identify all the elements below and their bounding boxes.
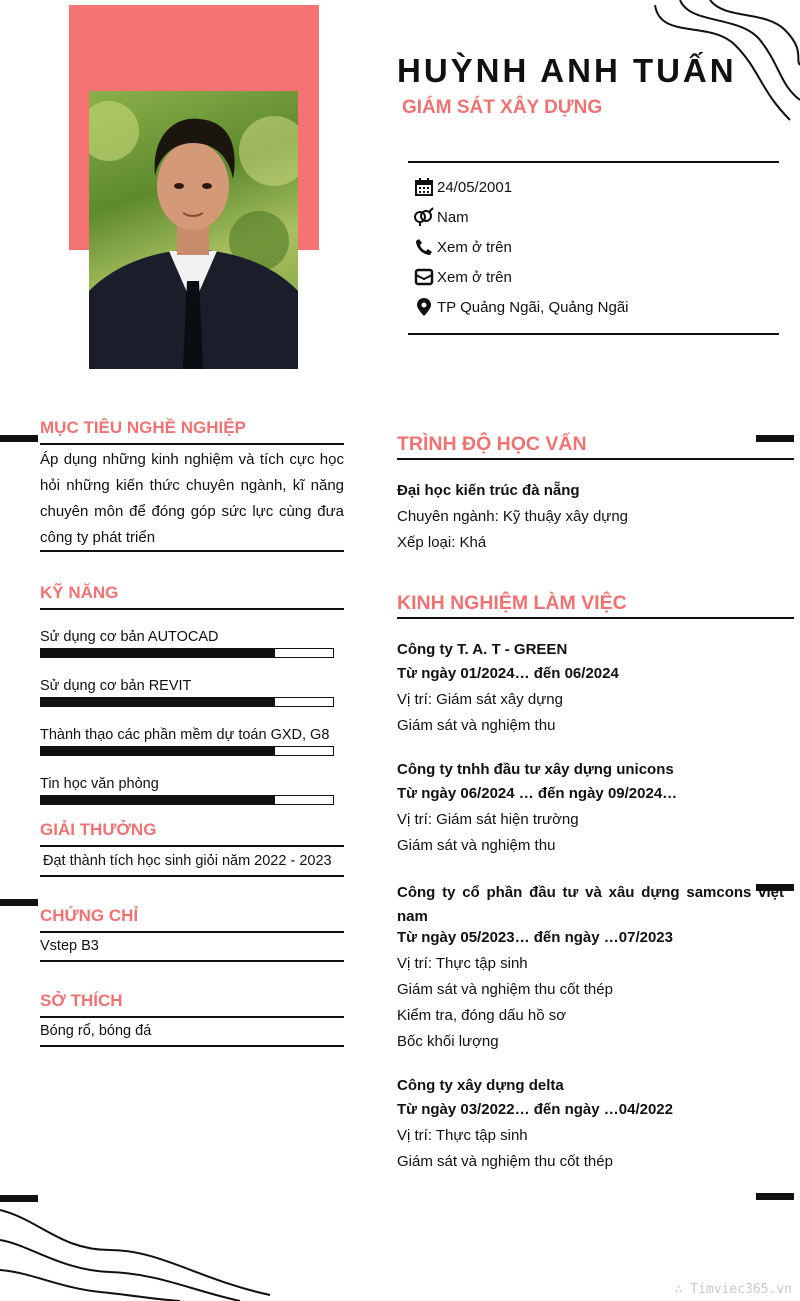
contact-gender [413,206,469,228]
contact-bottom-divider [408,333,779,335]
contact-birthday [413,176,512,198]
right-tick-decoration [756,1193,794,1200]
hobbies-text: Bóng rổ, bóng đá [40,1023,152,1039]
watermark: ∴ Timviec365.vn [674,1282,792,1297]
education-title-rule [397,458,794,460]
contact-email [413,266,512,288]
job-detail: Vị trí: Giám sát hiện trường [397,811,579,828]
education-grade: Xếp loại: Khá [397,534,487,551]
job-detail: Giám sát và nghiệm thu [397,837,556,854]
hobbies-title-rule [40,1016,344,1018]
skill-level-fill [41,747,275,755]
email-value: Xem ở trên [437,268,512,286]
calendar-icon [413,176,435,198]
left-tick-decoration [0,1195,38,1202]
skill-level-bar [40,746,334,756]
skill-level-fill [41,649,275,657]
map-pin-icon [413,296,435,318]
awards-title: GIẢI THƯỞNG [40,820,157,839]
skill-level-bar [40,795,334,805]
certificates-title-rule [40,931,344,933]
job-detail: Giám sát và nghiệm thu cốt thép [397,981,613,998]
job-period: Từ ngày 05/2023… đến ngày …07/2023 [397,929,673,946]
skill-level-bar [40,697,334,707]
job-detail: Giám sát và nghiệm thu [397,717,556,734]
job-company: Công ty T. A. T - GREEN [397,641,568,658]
skill-level-fill [41,796,275,804]
skill-label: Sử dụng cơ bản REVIT [40,678,192,694]
job-detail: Kiểm tra, đóng dấu hồ sơ [397,1007,567,1024]
job-detail: Vị trí: Thực tập sinh [397,955,528,972]
candidate-name: HUỲNH ANH TUẤN [397,52,737,89]
job-title: GIÁM SÁT XÂY DỰNG [402,97,603,118]
objective-text: Áp dụng những kinh nghiệm và tích cực học hỏi những kiến thức chuyên ngành, kĩ năng chuyên môn để đóng góp sức lực cùng đưa công ty phát triển [40,451,344,546]
bottom-left-squiggle-decoration [0,1200,280,1301]
hobbies-title: SỞ THÍCH [40,991,123,1010]
contact-phone [413,236,512,258]
phone-value: Xem ở trên [437,238,512,256]
contact-address [413,296,629,318]
job-period: Từ ngày 06/2024 … đến ngày 09/2024… [397,785,678,802]
profile-photo [89,91,298,369]
education-major: Chuyên ngành: Kỹ thuậy xây dựng [397,508,629,525]
experience-title-rule [397,617,794,619]
job-detail: Vị trí: Thực tập sinh [397,1127,528,1144]
left-tick-decoration [0,899,38,906]
job-company: Công ty cổ phần đầu tư và xâu dựng samcons việt nam [397,884,784,925]
gender-value: Nam [437,208,469,226]
birthday-value: 24/05/2001 [437,178,513,196]
awards-bottom-rule [40,875,344,877]
address-value: TP Quảng Ngãi, Quảng Ngãi [437,298,629,316]
education-title: TRÌNH ĐỘ HỌC VẤN [397,433,587,455]
certificates-title: CHỨNG CHỈ [40,906,139,925]
job-period: Từ ngày 01/2024… đến 06/2024 [397,665,619,682]
objective-title-rule [40,443,344,445]
education-school: Đại học kiến trúc đà nẵng [397,482,580,499]
job-detail: Vị trí: Giám sát xây dựng [397,691,563,708]
envelope-icon [413,266,435,288]
skill-level-bar [40,648,334,658]
objective-bottom-rule [40,550,344,552]
skill-level-fill [41,698,275,706]
job-company: Công ty tnhh đầu tư xây dựng unicons [397,761,674,778]
awards-text: Đạt thành tích học sinh giỏi năm 2022 - 2023 [43,853,332,869]
experience-title: KINH NGHIỆM LÀM VIỆC [397,592,627,614]
job-company: Công ty xây dựng delta [397,1077,564,1094]
left-tick-decoration [0,435,38,442]
right-tick-decoration [756,435,794,442]
awards-title-rule [40,845,344,847]
certificates-bottom-rule [40,960,344,962]
phone-icon [413,236,435,258]
skill-label: Sử dụng cơ bản AUTOCAD [40,629,219,645]
skill-label: Tin học văn phòng [40,776,159,792]
skills-title: KỸ NĂNG [40,583,119,602]
job-detail: Bốc khối lượng [397,1033,499,1050]
skill-label: Thành thạo các phần mềm dự toán GXD, G8 [40,727,330,743]
objective-title: MỤC TIÊU NGHỀ NGHIỆP [40,418,246,437]
hobbies-bottom-rule [40,1045,344,1047]
contact-top-divider [408,161,779,163]
skills-title-rule [40,608,344,610]
certificates-text: Vstep B3 [40,938,99,954]
job-period: Từ ngày 03/2022… đến ngày …04/2022 [397,1101,673,1118]
job-detail: Giám sát và nghiệm thu cốt thép [397,1153,613,1170]
gender-icon [413,206,435,228]
